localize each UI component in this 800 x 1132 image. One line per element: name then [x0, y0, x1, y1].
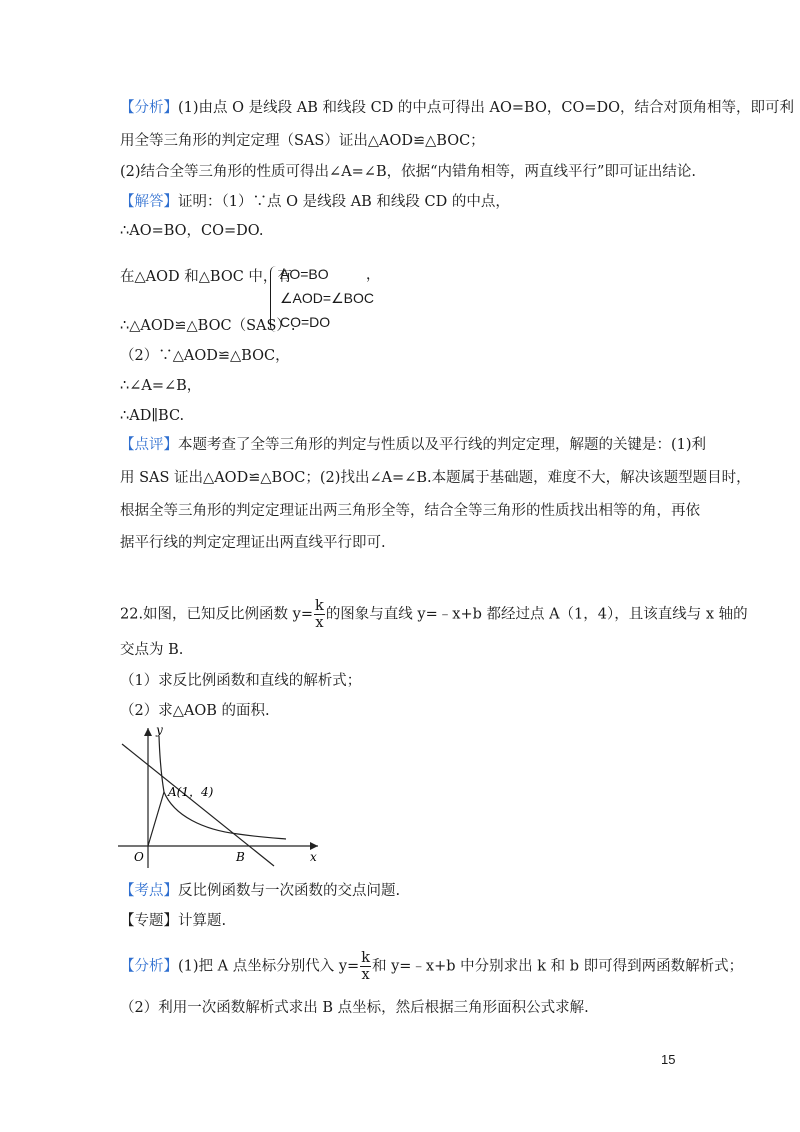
problem-22-stem — [120, 598, 748, 631]
y-axis-arrow — [144, 728, 152, 736]
kaodian-text: 反比例函数与一次函数的交点问题. — [178, 883, 401, 899]
problem-stem-b: 的图象与直线 y=﹣x+b 都经过点 A（1，4），且该直线与 x 轴的 — [325, 606, 748, 623]
fraction-k-over-x — [314, 598, 325, 631]
review-line-1 — [120, 435, 706, 455]
fraction-denominator: x — [315, 615, 324, 631]
review-line-3: 根据全等三角形的判定定理证出两三角形全等，结合全等三角形的性质找出相等的角，再依 — [120, 503, 700, 519]
system-comma: ， — [366, 266, 380, 282]
analysis2-tag: 【分析】 — [120, 958, 178, 975]
solution-text-1: 证明：（1）∵点 O 是线段 AB 和线段 CD 的中点， — [178, 194, 510, 210]
label-point-a: A(1，4) — [168, 785, 214, 799]
page-number: 15 — [661, 1052, 676, 1067]
zhuanti-tag: 【专题】 — [120, 913, 178, 929]
problem-22-question-1: （1）求反比例函数和直线的解析式； — [120, 673, 362, 689]
label-x: x — [310, 850, 317, 864]
zhuanti-line — [120, 911, 226, 931]
problem-22-line-2: 交点为 B. — [120, 642, 184, 658]
review-tag: 【点评】 — [120, 437, 178, 453]
solution-line-4: （2）∵△AOD≌△BOC， — [120, 348, 290, 364]
system-row-3: CO=DO — [280, 314, 331, 330]
label-y: y — [156, 723, 163, 737]
fraction-denominator-2: x — [361, 967, 370, 983]
solution-line-1 — [120, 192, 510, 212]
system-row-2: ∠AOD=∠BOC — [280, 290, 374, 306]
solution-intro: 在△AOD 和△BOC 中，有 — [120, 269, 292, 285]
fraction-numerator: k — [315, 598, 324, 614]
review-text-1: 本题考查了全等三角形的判定与性质以及平行线的判定定理，解题的关键是：(1)利 — [178, 437, 707, 453]
label-point-b: B — [236, 850, 245, 864]
analysis2-line-1 — [120, 950, 743, 983]
solution-line-6: ∴AD∥BC. — [120, 408, 185, 424]
solution-tag: 【解答】 — [120, 194, 178, 210]
x-axis-arrow — [310, 842, 318, 850]
review-line-4: 据平行线的判定定理证出两直线平行即可. — [120, 535, 386, 551]
analysis2-line-2: （2）利用一次函数解析式求出 B 点坐标，然后根据三角形面积公式求解. — [120, 1000, 589, 1016]
fraction-numerator-2: k — [361, 950, 370, 966]
analysis-tag: 【分析】 — [120, 100, 178, 116]
analysis2-text-a: (1)把 A 点坐标分别代入 y= — [178, 958, 360, 975]
analysis2-text-b: 和 y=﹣x+b 中分别求出 k 和 b 即可得到两函数解析式； — [371, 958, 744, 975]
function-graph-figure — [118, 720, 328, 868]
fraction-k-over-x-2 — [360, 950, 371, 983]
solution-line-3: ∴△AOD≌△BOC（SAS）. — [120, 318, 296, 334]
solution-line-5: ∴∠A=∠B， — [120, 378, 202, 394]
straight-line — [122, 744, 274, 866]
problem-22-question-2: （2）求△AOB 的面积. — [120, 703, 270, 719]
label-origin: O — [134, 850, 144, 864]
zhuanti-text: 计算题. — [178, 913, 227, 929]
analysis-line-3: (2)结合全等三角形的性质可得出∠A=∠B，依据“内错角相等，两直线平行”即可证出结论. — [120, 164, 697, 180]
analysis-text-1: (1)由点 O 是线段 AB 和线段 CD 的中点可得出 AO=BO，CO=DO，结合对顶角相等，即可利 — [178, 100, 794, 116]
review-line-2: 用 SAS 证出△AOD≌△BOC；(2)找出∠A=∠B.本题属于基础题，难度不大，解决该题型题目时， — [120, 470, 751, 486]
solution-line-2: ∴AO=BO，CO=DO. — [120, 223, 264, 239]
system-row-1: AO=BO — [280, 266, 329, 282]
kaodian-line — [120, 881, 400, 901]
kaodian-tag: 【考点】 — [120, 883, 178, 899]
problem-stem-a: 22.如图，已知反比例函数 y= — [120, 606, 314, 623]
analysis-line-2: 用全等三角形的判定定理（SAS）证出△AOD≌△BOC； — [120, 133, 485, 149]
analysis-line-1 — [120, 98, 794, 118]
segment-oa — [148, 792, 164, 846]
